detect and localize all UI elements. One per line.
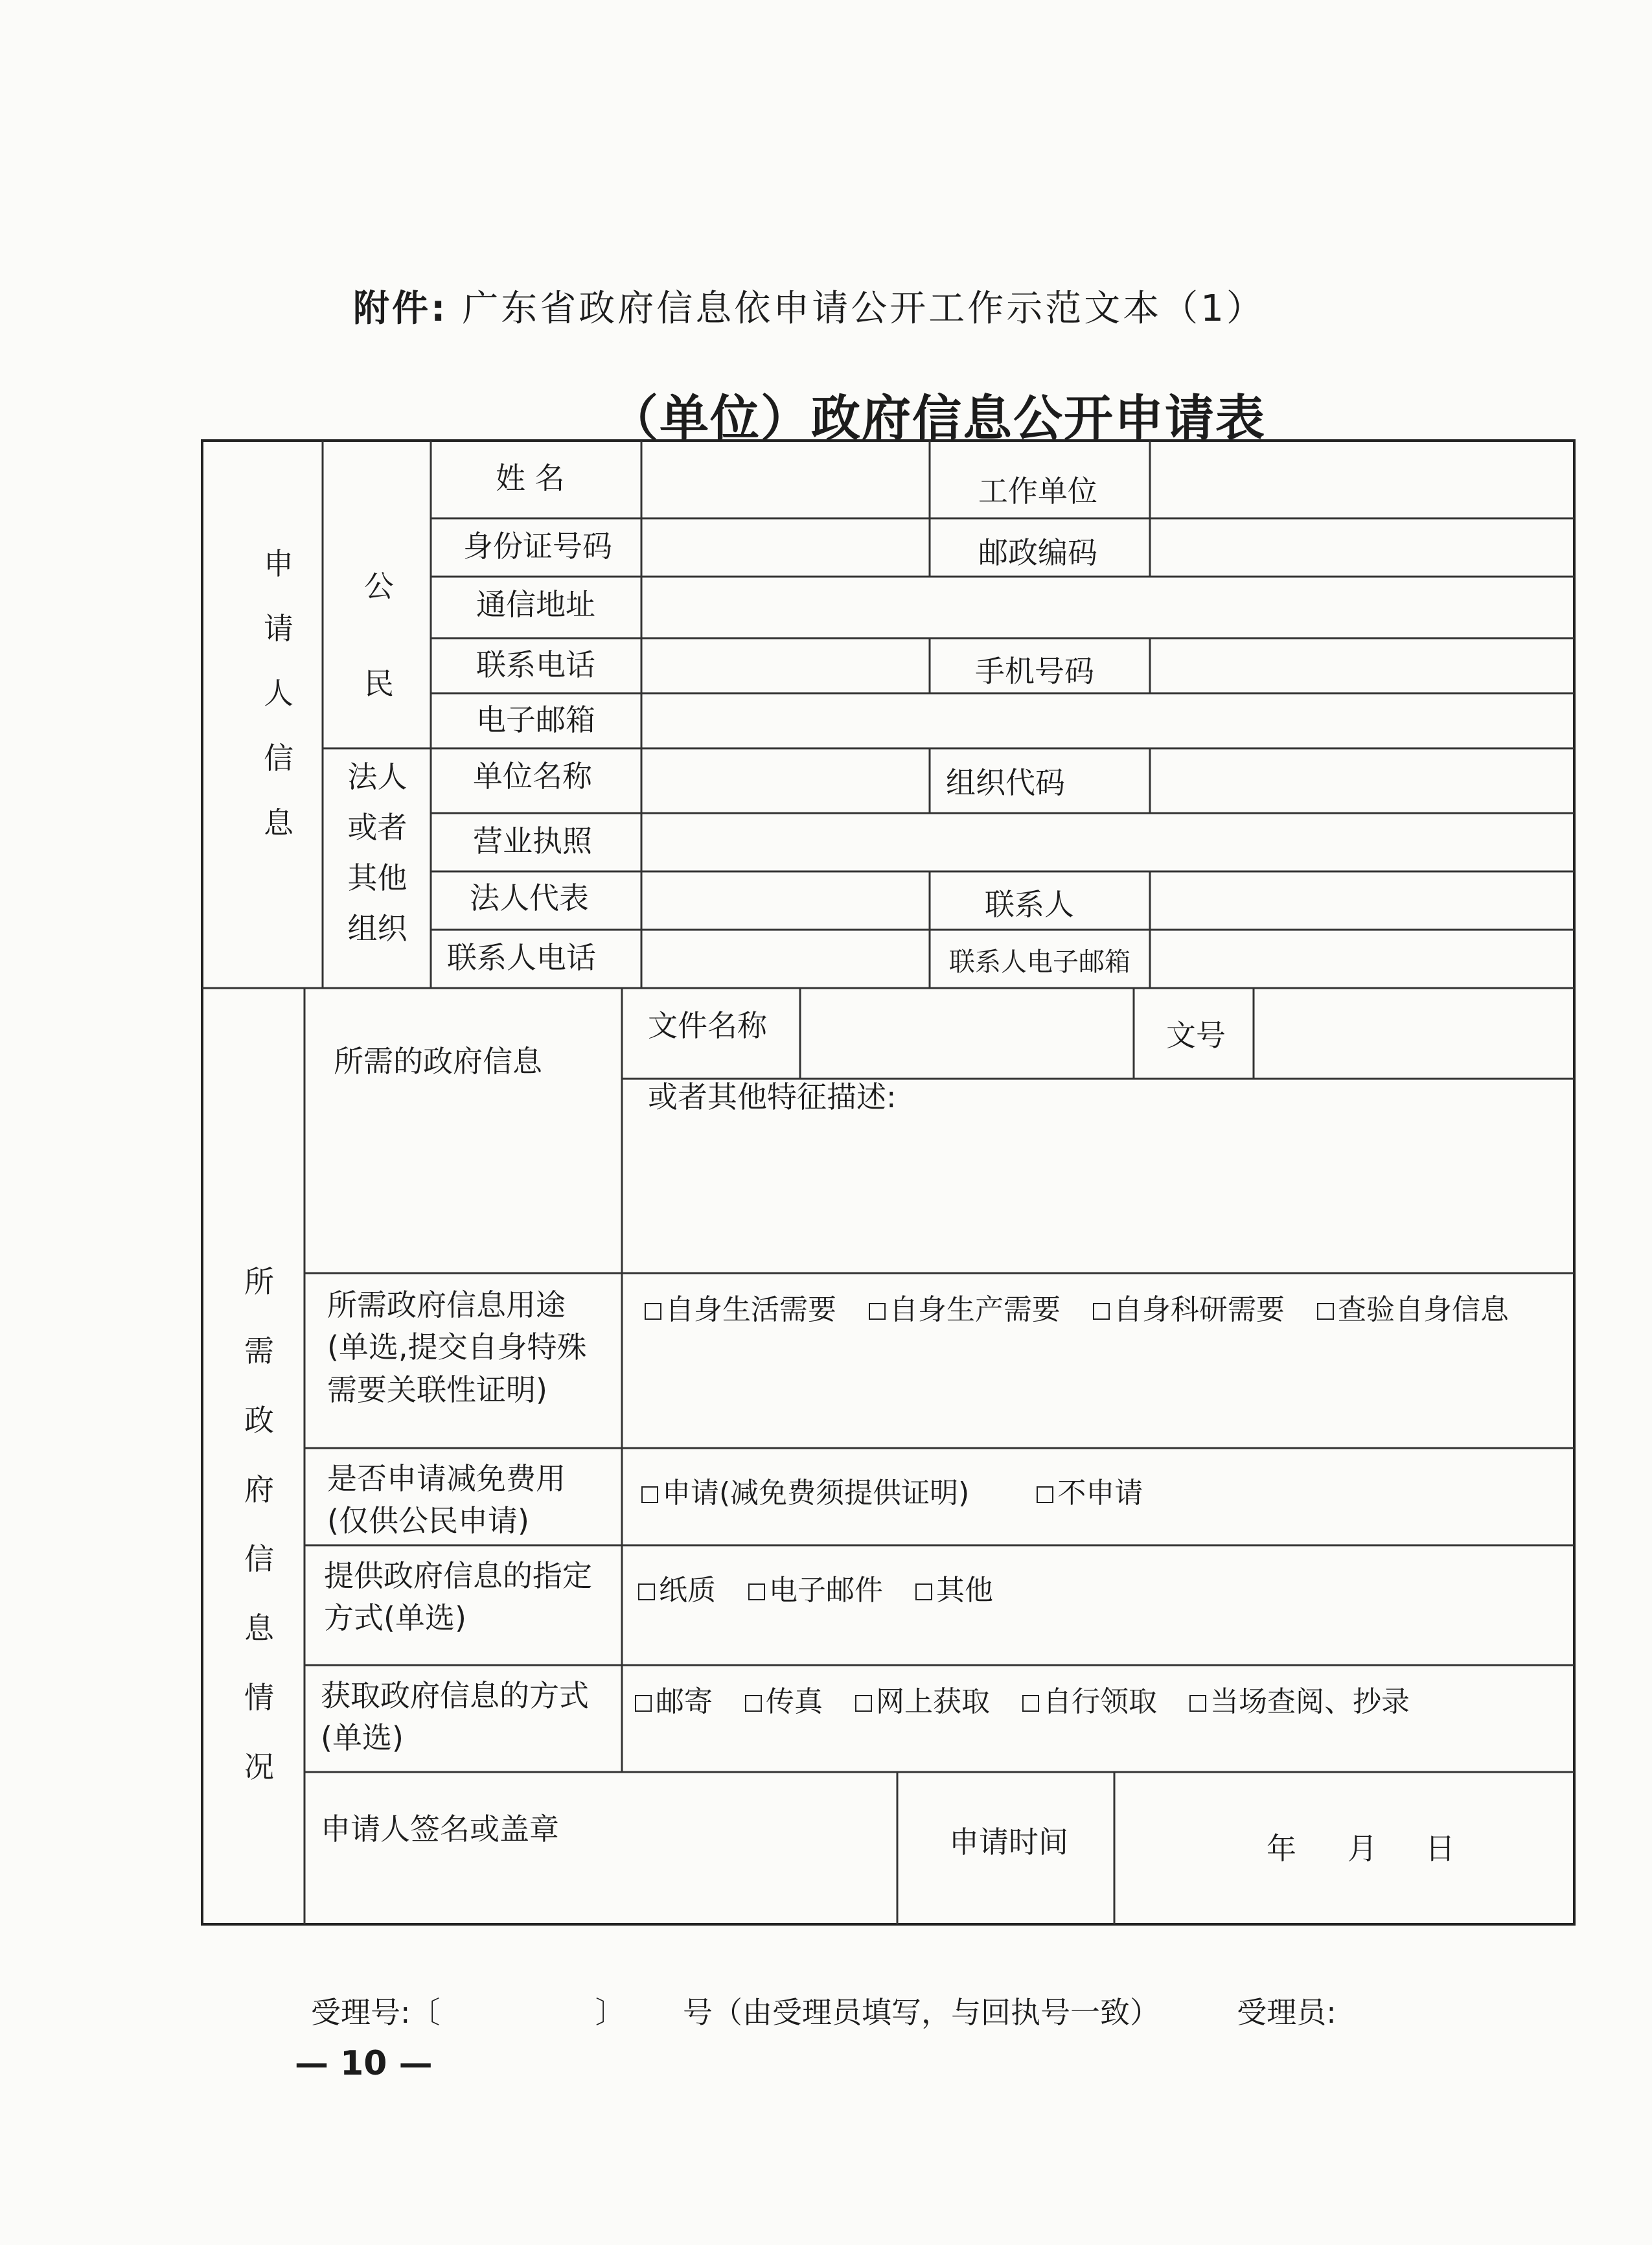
fee-option-apply[interactable]: 申请(减免费须提供证明) (641, 1477, 969, 1510)
receipt-close: 〕 (595, 1995, 625, 2030)
business-license-label: 营业执照 (473, 823, 592, 858)
citizen-label: 公 民 (364, 569, 394, 701)
attachment-text: 广东省政府信息依申请公开工作示范文本（1） (462, 288, 1265, 330)
mobile-label: 手机号码 (975, 654, 1094, 689)
unit-name-label: 单位名称 (473, 759, 592, 794)
org-code-label: 组织代码 (946, 765, 1065, 800)
date-day: 日 (1425, 1831, 1455, 1866)
receipt-note: 号（由受理员填写，与回执号一致） (683, 1995, 1160, 2030)
checkbox-icon (855, 1695, 872, 1712)
doc-name-label: 文件名称 (648, 1008, 767, 1043)
delivery-option-fax[interactable]: 传真 (745, 1685, 823, 1718)
checkbox-icon (635, 1695, 652, 1712)
required-info-label: 所需的政府信息 (334, 1044, 542, 1079)
fee-label: 是否申请减免费用(仅供公民申请) (327, 1461, 566, 1539)
id-number-label: 身份证号码 (463, 529, 612, 564)
form-title: （单位）政府信息公开申请表 (609, 389, 1266, 447)
work-unit-label: 工作单位 (978, 474, 1097, 509)
delivery-label: 获取政府信息的方式(单选) (321, 1678, 589, 1756)
postcode-label: 邮政编码 (978, 535, 1097, 570)
fee-option-no[interactable]: 不申请 (1037, 1477, 1143, 1510)
format-option-paper[interactable]: 纸质 (638, 1574, 716, 1607)
checkbox-icon (745, 1695, 762, 1712)
checkbox-icon (1037, 1486, 1053, 1503)
name-label: 姓 名 (496, 461, 565, 496)
delivery-option-onsite[interactable]: 当场查阅、抄录 (1189, 1685, 1410, 1718)
checkbox-icon (915, 1583, 932, 1600)
fee-options (641, 1469, 1166, 1511)
purpose-option-research[interactable]: 自身科研需要 (1093, 1293, 1285, 1326)
checkbox-icon (1189, 1695, 1206, 1712)
address-label: 通信地址 (476, 587, 595, 622)
date-year: 年 (1267, 1831, 1296, 1866)
page-number: — 10 — (295, 2044, 433, 2083)
delivery-options (635, 1678, 1433, 1720)
checkbox-icon (748, 1583, 765, 1600)
other-desc-label: 或者其他特征描述: (648, 1079, 897, 1114)
receipt-label: 受理号:〔 (311, 1995, 441, 2030)
delivery-option-pickup[interactable]: 自行领取 (1022, 1685, 1157, 1718)
info-section-label: 所 需 政 府 信 息 情 况 (244, 1264, 274, 1784)
date-month: 月 (1348, 1831, 1377, 1866)
checkbox-icon (645, 1303, 661, 1320)
purpose-options (645, 1286, 1532, 1328)
format-label: 提供政府信息的指定方式(单选) (324, 1558, 592, 1636)
purpose-option-verify[interactable]: 查验自身信息 (1317, 1293, 1509, 1326)
format-options (638, 1567, 1016, 1608)
doc-number-label: 文号 (1166, 1018, 1226, 1053)
contact-email-label: 联系人电子邮箱 (949, 947, 1130, 977)
purpose-label: 所需政府信息用途(单选,提交自身特殊需要关联性证明) (327, 1287, 587, 1407)
checkbox-icon (1093, 1303, 1110, 1320)
attachment-label: 附件: (353, 288, 448, 330)
checkbox-icon (638, 1583, 655, 1600)
receipt-line (311, 1989, 1337, 2032)
format-option-email[interactable]: 电子邮件 (748, 1574, 883, 1607)
delivery-option-online[interactable]: 网上获取 (855, 1685, 990, 1718)
signature-label: 申请人签名或盖章 (321, 1812, 559, 1847)
legal-rep-label: 法人代表 (470, 881, 589, 915)
contact-phone-label: 联系人电话 (447, 940, 596, 975)
purpose-option-life[interactable]: 自身生活需要 (645, 1293, 836, 1326)
applicant-section-label: 申 请 人 信 息 (264, 546, 293, 840)
email-label: 电子邮箱 (476, 702, 595, 737)
checkbox-icon (1317, 1303, 1334, 1320)
checkbox-icon (869, 1303, 886, 1320)
apply-time-label: 申请时间 (949, 1825, 1068, 1859)
checkbox-icon (1022, 1695, 1039, 1712)
phone-label: 联系电话 (476, 647, 595, 682)
clerk-label: 受理员: (1237, 1995, 1337, 2030)
delivery-option-mail[interactable]: 邮寄 (635, 1685, 713, 1718)
contact-label: 联系人 (985, 887, 1074, 922)
org-label: 法人 或者 其他 组织 (347, 759, 407, 946)
purpose-option-production[interactable]: 自身生产需要 (869, 1293, 1061, 1326)
checkbox-icon (641, 1486, 658, 1503)
format-option-other[interactable]: 其他 (915, 1574, 993, 1607)
